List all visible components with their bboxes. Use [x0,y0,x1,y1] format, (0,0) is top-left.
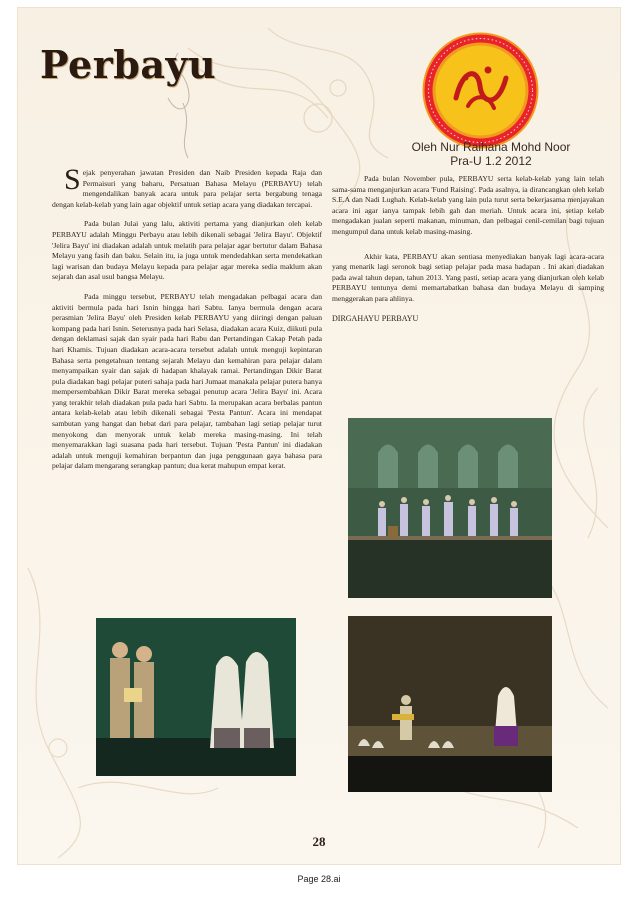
left-paragraph-1 [52,163,322,210]
photo-icon [348,616,552,792]
byline-class: Pra-U 1.2 2012 [450,154,532,168]
photo-icon [348,418,552,598]
magazine-page [18,8,620,864]
left-paragraph-3: Pada minggu tersebut, PERBAYU telah mengadakan pelbagai acara dan aktiviti bermula pada hari Isnin hingga hari Sabtu. Ianya bermula dengan acara perasmian 'Jelira Bayu' oleh Presiden kelab PERBAYU yang diiringi dengan paluan kompang pada hari Isnin. Seterusnya pada hari Selasa, diadakan acara Kuiz, diikuti pula dengan deklamasi sajak dan syair pada hari Rabu dan Pertandingan Cakap Petah pada hari Khamis. Tujuan diadakan acara-acara tersebut adalah untuk menguji kepintaran Bahasa serta pengetahuan tentang sejarah Melayu dan kemahiran para pelajar dalam menyampaikan syair dan sajak di hadapan khalayak ramai. Pertandingan Dikir Barat pula diadakan bagi pelajar puteri sahaja pada hari Jumaat manakala pelajar putera hanya mempersembahkan Dikir Barat mereka sebagai penutup acara 'Jelira Bayu' ini. Acara yang terakhir telah diadakan pula pada hari Sabtu. Ia merupakan acara berbalas pantun antara kelab-kelab atau lebih dikenali sebagai 'Pesta Pantun'. Acara ini mendapat sambutan yang hangat dan hebat dari para pelajar, tambahan lagi setiap pelajar turut menyokong dan menyorak untuk kelab mereka masing-masing. Ini telah menyemarakkan lagi suasana pada hari tersebut. Tujuan 'Pesta Pantun' ini diadakan adalah untuk menguji kemahiran berpantun dan juga penggunaan gaya bahasa para pelajar dalam mengarang serangkap pantun; dua kerat mahupun empat kerat. [52,291,322,471]
left-paragraph-1-text: ejak penyerahan jawatan Presiden dan Naib Presiden kepada Raja dan Permaisuri yang baharu, Persatuan Bahasa Melayu (PERBAYU) telah mengendalikan banyak acara untuk para pelajar serta bergabung tenaga dengan kelab-kelab yang lain agar objektif untuk setiap acara yang diadakan tercapai. [52,168,322,209]
closing-line: DIRGAHAYU PERBAYU [332,313,419,323]
photo-award-ceremony [96,618,296,776]
perbayu-logo-icon [418,28,543,153]
photo-icon [96,618,296,776]
page-title: Perbayu [40,42,217,87]
photo-stage-performance [348,418,552,598]
left-column [52,163,322,481]
byline [356,140,620,168]
file-label: Page 28.ai [297,874,341,884]
right-paragraph-2: Akhir kata, PERBAYU akan sentiasa menyediakan banyak lagi acara-acara yang menarik lagi seronok bagi setiap pelajar pada masa hadapan . Ini akan diadakan pada awal tahun depan, tahun 2013. Yang pasti, setiap acara yang dianjurkan oleh kelab PERBAYU tentunya demi memartabatkan bahasa dan budaya Melayu di samping menggerakan para ahlinya. [332,251,604,303]
left-paragraph-2: Pada bulan Julai yang lalu, aktiviti pertama yang dianjurkan oleh kelab PERBAYU adalah Minggu Perbayu atau lebih dikenali sebagai 'Jelira Bayu'. Objektif 'Jelira Bayu' ini diadakan adalah untuk melatih para pelajar agar bertutur dalam Bahasa Melayu yang fasih dan baku. Selain itu, ia juga untuk mendedahkan serta mendekatkan lagi warisan dan budaya Melayu kepada para pelajar agar mereka sedia maklum akan sejarah dan asal usul bangsa Melayu. [52,219,322,282]
right-paragraph-1: Pada bulan November pula, PERBAYU serta kelab-kelab yang lain telah sama-sama menganjurkan acara 'Fund Raising'. Pada asalnya, ia dirancangkan oleh kelab S.E.A dan Nadi Lughah. Kelab-kelab yang lain pula turut serta bekerjasama menjayakan acara ini agar ianya tampak lebih gah dan meriah. Untuk acara ini, setiap kelab mengadakan jualan seperti makanan, minuman, dan pelbagai cenil-cemilan bagi tujuan mengumpul dana untuk kelab masing-masing. [332,174,604,236]
byline-author: Oleh Nur Raihana Mohd Noor [411,140,571,154]
dropcap: S [64,163,81,196]
right-column [332,174,604,333]
photo-drama-performance [348,616,552,792]
page-number: 28 [312,834,326,849]
